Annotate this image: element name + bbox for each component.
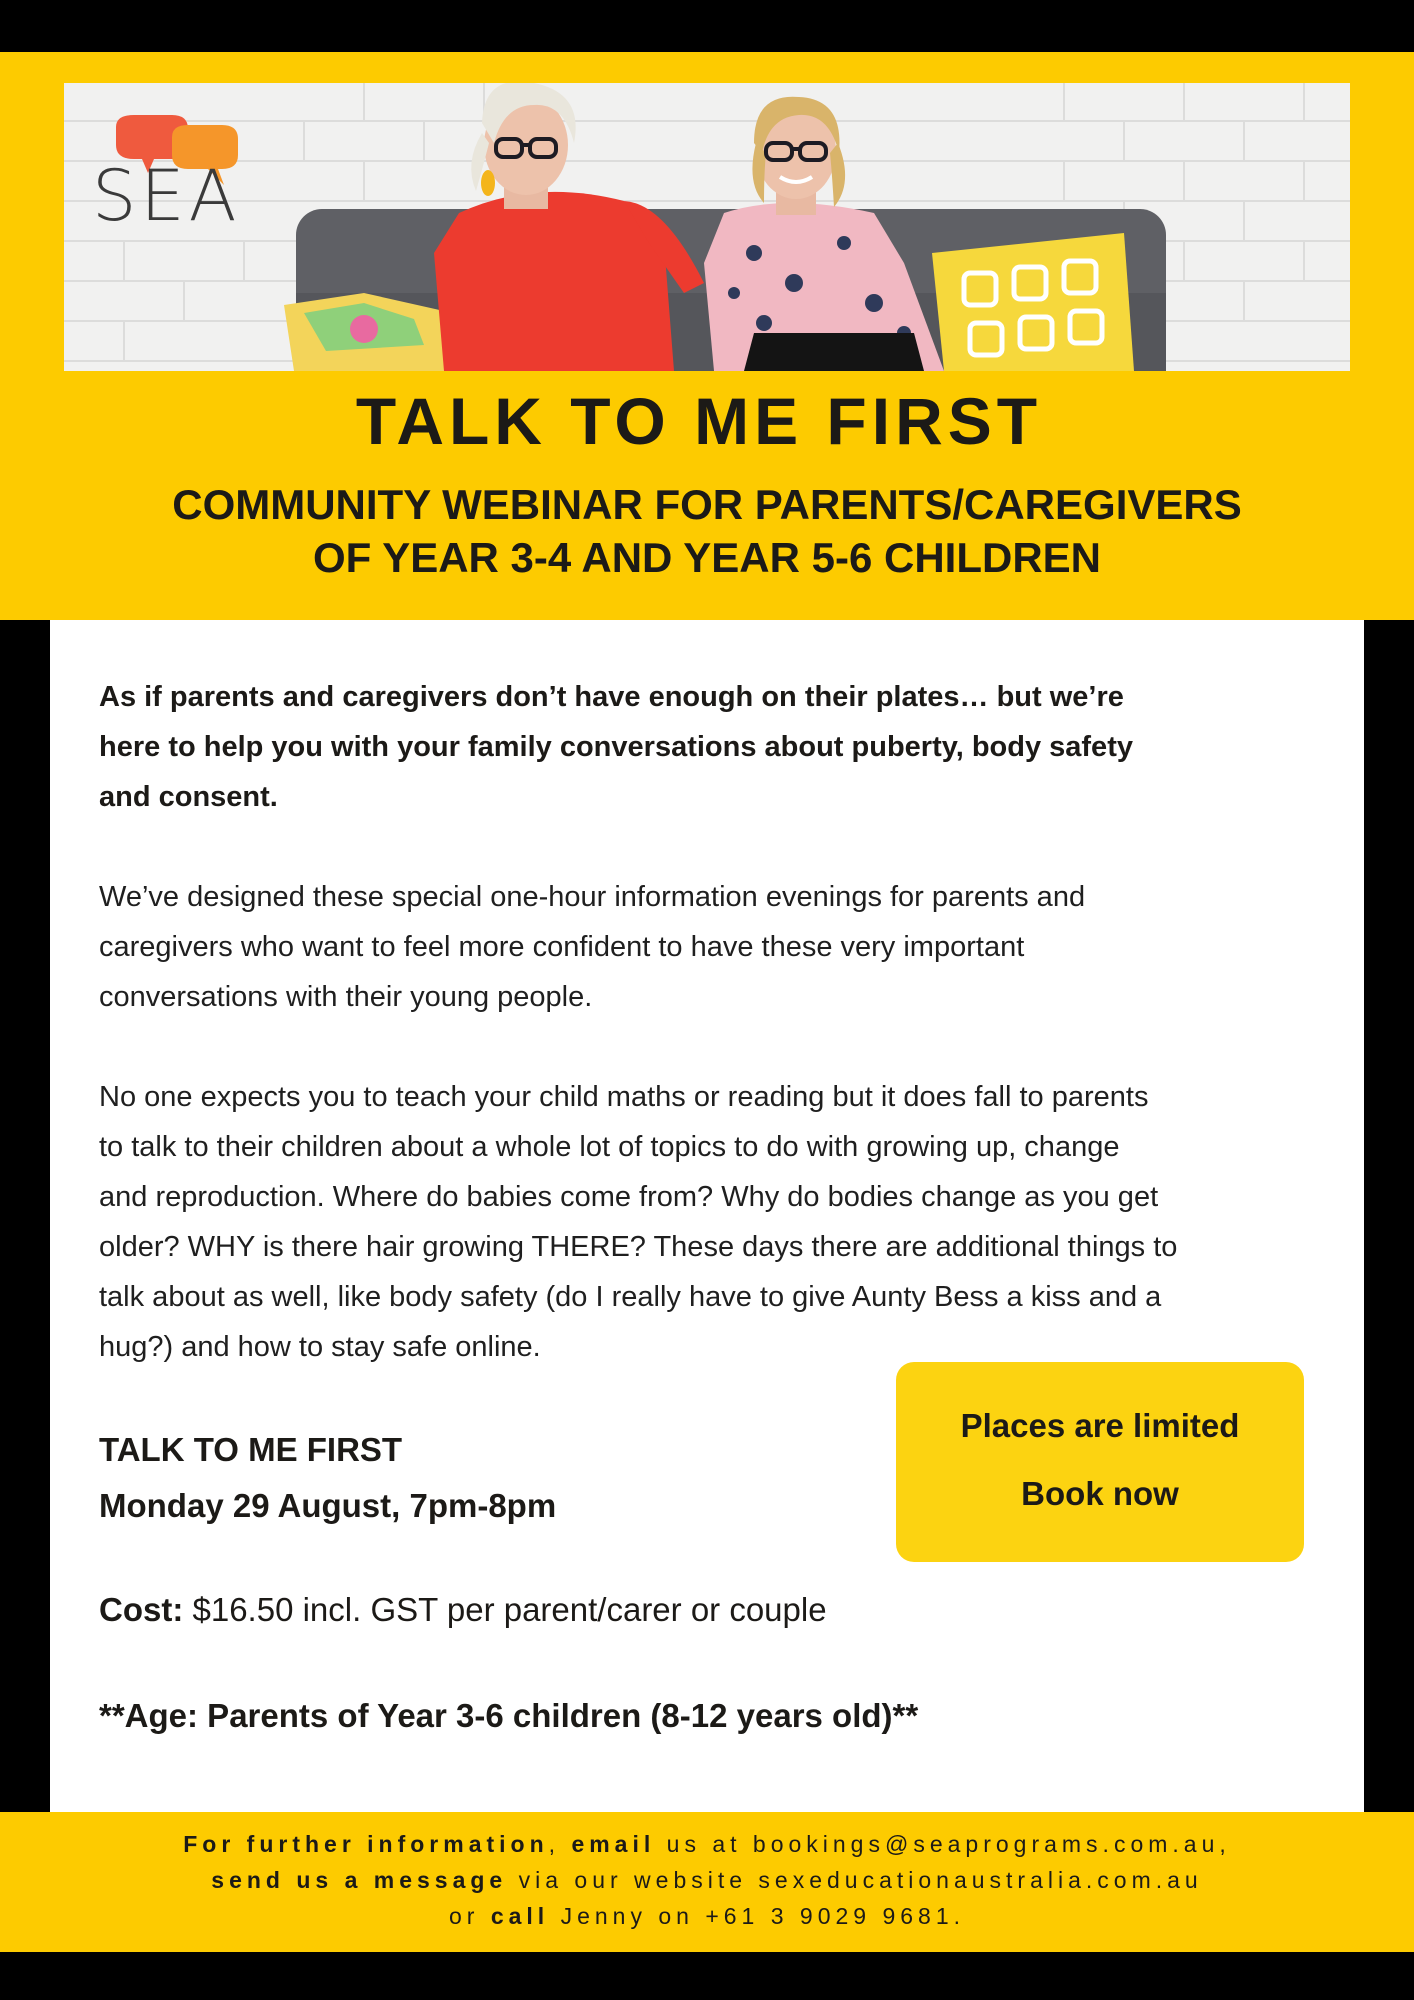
hero-photo — [64, 83, 1350, 371]
paragraph-line: hug?) and how to stay safe online. — [99, 1331, 541, 1363]
subtitle-line: OF YEAR 3-4 AND YEAR 5-6 CHILDREN — [312, 534, 1102, 581]
description-paragraph — [99, 872, 1339, 1022]
lead-line: here to help you with your family conversations about puberty, body safety — [99, 731, 1133, 763]
footer-further-info: For further information — [183, 1831, 549, 1857]
footer-call-label: call — [490, 1903, 550, 1929]
footer-or: or — [448, 1903, 491, 1929]
footer-line-email — [0, 1826, 1414, 1862]
cost-value: $16.50 incl. GST per parent/carer or couple — [183, 1591, 827, 1628]
footer-website-link[interactable]: via our website sexeducationaustralia.com.au — [507, 1867, 1203, 1893]
footer-message-label: send us a message — [211, 1867, 508, 1893]
page-subtitle — [0, 478, 1414, 584]
event-cost — [99, 1582, 827, 1638]
subtitle-line: COMMUNITY WEBINAR FOR PARENTS/CAREGIVERS — [172, 481, 1242, 528]
event-age: **Age: Parents of Year 3-6 children (8-12 years old)** — [99, 1697, 919, 1734]
paragraph-line: caregivers who want to feel more confident to have these very important — [99, 931, 1025, 963]
event-title: TALK TO ME FIRST — [99, 1431, 403, 1468]
event-date: Monday 29 August, 7pm-8pm — [99, 1487, 557, 1524]
paragraph-line: We’ve designed these special one-hour information evenings for parents and — [99, 881, 1086, 913]
footer-phone-link[interactable]: Jenny on +61 3 9029 9681. — [549, 1903, 966, 1929]
paragraph-line: conversations with their young people. — [99, 981, 593, 1013]
footer-line-website — [0, 1862, 1414, 1898]
paragraph-line: No one expects you to teach your child maths or reading but it does fall to parents — [99, 1081, 1149, 1113]
cost-label: Cost: — [99, 1591, 184, 1628]
page-title: TALK TO ME FIRST — [355, 384, 1043, 458]
paragraph-line: older? WHY is there hair growing THERE? These days there are additional things to — [99, 1231, 1178, 1263]
footer-line-phone — [0, 1898, 1414, 1934]
topics-paragraph — [99, 1072, 1339, 1372]
paragraph-line: talk about as well, like body safety (do I really have to give Aunty Bess a kiss and a — [99, 1281, 1162, 1313]
logo-text: SEA — [92, 155, 241, 237]
footer-sep: , — [548, 1831, 572, 1857]
places-limited-text: Places are limited — [960, 1407, 1240, 1444]
paragraph-line: and reproduction. Where do babies come from? Why do bodies change as you get — [99, 1181, 1159, 1213]
footer-email-link[interactable]: us at bookings@seaprograms.com.au, — [655, 1831, 1231, 1857]
contact-footer — [0, 1812, 1414, 1952]
content-panel — [50, 620, 1364, 1812]
book-now-button[interactable] — [896, 1362, 1304, 1562]
footer-email-label: email — [571, 1831, 656, 1857]
intro-lead — [99, 672, 1319, 822]
lead-line: and consent. — [99, 781, 278, 813]
book-now-text: Book now — [1021, 1475, 1179, 1512]
paragraph-line: to talk to their children about a whole lot of topics to do with growing up, change — [99, 1131, 1120, 1163]
lead-line: As if parents and caregivers don’t have enough on their plates… but we’re — [99, 681, 1124, 713]
